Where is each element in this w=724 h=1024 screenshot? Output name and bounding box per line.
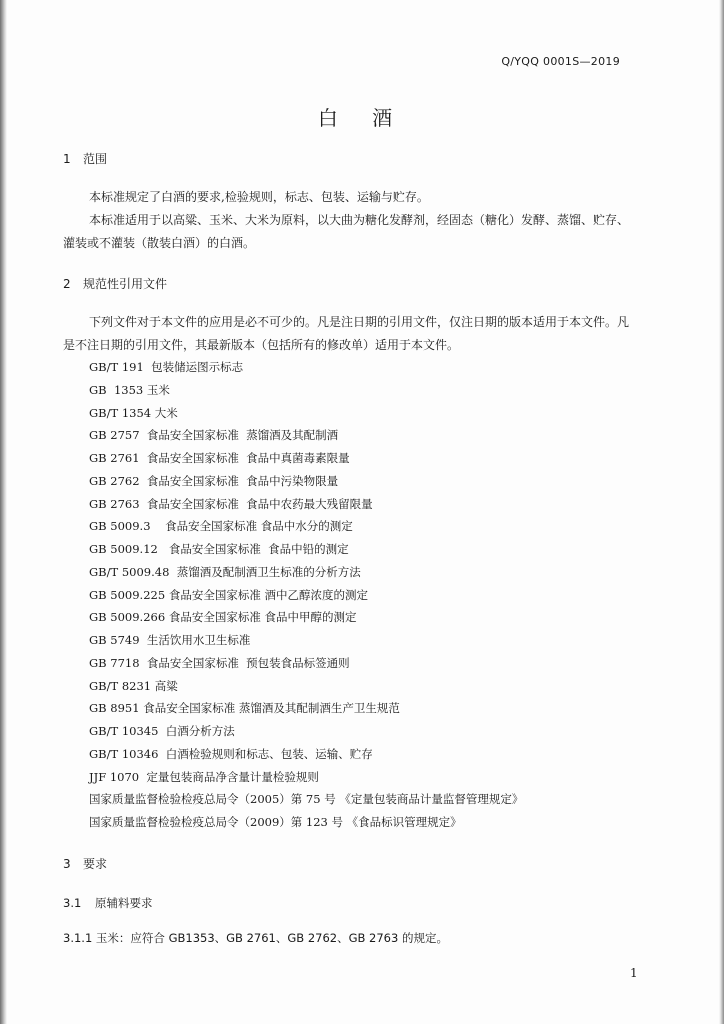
reference-item: GB 2757 食品安全国家标准 蒸馏酒及其配制酒 [89, 428, 339, 443]
document-title: 白 酒 [317, 106, 407, 130]
scope-paragraph-1: 本标准规定了白酒的要求,检验规则，标志、包装、运输与贮存。 [89, 190, 429, 204]
page-number: 1 [630, 966, 638, 980]
scan-edge-left [0, 0, 7, 1024]
reference-item: GB/T 191 包装储运图示标志 [89, 360, 244, 374]
reference-item: GB 2763 食品安全国家标准 食品中农药最大残留限量 [89, 496, 373, 511]
reference-item: GB 5009.3 食品安全国家标准 食品中水分的测定 [89, 519, 353, 534]
section-2-heading [63, 275, 167, 292]
reference-item: GB 2761 食品安全国家标准 食品中真菌毒素限量 [89, 451, 350, 465]
subsection-3-1-heading [63, 895, 153, 911]
section-2-title: 规范性引用文件 [83, 277, 168, 291]
reference-item: GB/T 1354 大米 [89, 405, 178, 420]
reference-item: 国家质量监督检验检疫总局令（2009）第 123 号 《食品标识管理规定》 [89, 815, 462, 829]
scan-edge-right [719, 0, 724, 1024]
reference-item: JJF 1070 定量包装商品净含量计量检验规则 [89, 769, 319, 784]
reference-list [89, 356, 523, 834]
reference-item: GB 5009.12 食品安全国家标准 食品中铅的测定 [89, 542, 349, 556]
section-1-heading [63, 150, 107, 167]
section-1-number: 1 [63, 152, 71, 166]
reference-item: GB/T 10346 白酒检验规则和标志、包装、运输、贮存 [89, 746, 373, 761]
reference-item: GB 1353 玉米 [89, 382, 170, 397]
reference-item: GB/T 5009.48 蒸馏酒及配制酒卫生标准的分析方法 [89, 564, 361, 579]
reference-item: GB 5749 生活饮用水卫生标准 [89, 633, 251, 647]
references-intro: 下列文件对于本文件的应用是必不可少的。凡是注日期的引用文件，仅注日期的版本适用于本文件。凡是不注日期的引用文件，其最新版本（包括所有的修改单）适用于本文件。 [63, 315, 630, 352]
section-3-number: 3 [63, 857, 71, 871]
section-3-title: 要求 [83, 857, 108, 871]
reference-item: 国家质量监督检验检疫总局令（2005）第 75 号 《定量包装商品计量监督管理规定》 [89, 792, 524, 807]
section-3-heading [63, 855, 107, 872]
reference-item: GB 5009.266 食品安全国家标准 食品中甲醇的测定 [89, 610, 357, 625]
reference-item: GB 2762 食品安全国家标准 食品中污染物限量 [89, 473, 339, 488]
reference-item: GB 8951 食品安全国家标准 蒸馏酒及其配制酒生产卫生规范 [89, 701, 400, 716]
document-code: Q/YQQ 0001S—2019 [501, 55, 620, 68]
section-1-title: 范围 [83, 152, 108, 166]
reference-item: GB/T 10345 白酒分析方法 [89, 724, 235, 738]
reference-item: GB/T 8231 高粱 [89, 678, 178, 693]
clause-3-1-1: 3.1.1 玉米：应符合 GB1353、GB 2761、GB 2762、GB 2763 的规定。 [63, 931, 448, 945]
section-2-number: 2 [63, 277, 71, 291]
subsection-3-1-number: 3.1 [63, 896, 82, 910]
scope-paragraph-2: 本标准适用于以高粱、玉米、大米为原料，以大曲为糖化发酵剂，经固态（糖化）发酵、蒸馏、贮存、灌装或不灌装（散装白酒）的白酒。 [63, 213, 630, 250]
reference-item: GB 7718 食品安全国家标准 预包装食品标签通则 [89, 655, 350, 670]
subsection-3-1-title: 原辅料要求 [95, 896, 153, 910]
reference-item: GB 5009.225 食品安全国家标准 酒中乙醇浓度的测定 [89, 587, 368, 602]
